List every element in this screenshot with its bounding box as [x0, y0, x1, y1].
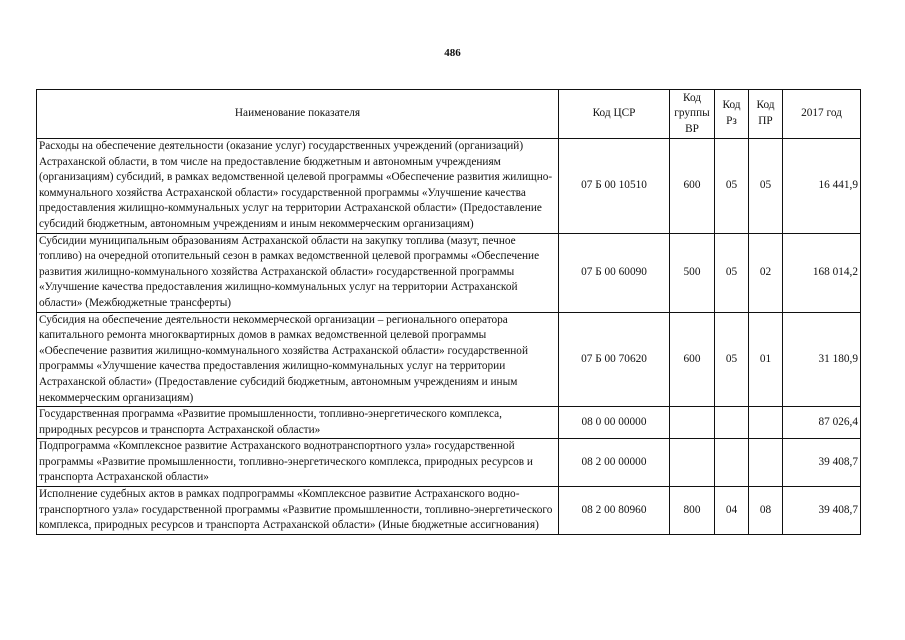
row-name: Субсидия на обеспечение деятельности некоммерческой организации – регионального оператора капитального ремонта многоквартирных домов в рамках ведомственной целевой программы «Обеспечение развития жилищно-коммунального хозяйства Астраханской области» государственной программы «Улучшение качества предоставления жилищно-коммунальных услуг на территории Астраханской области» (Предоставление субсидий бюджетным, автономным учреждениям и иным некоммерческим организациям): [37, 312, 559, 407]
row-amount: 168 014,2: [783, 233, 861, 312]
row-name: Исполнение судебных актов в рамках подпрограммы «Комплексное развитие Астраханского воднотранспортного узла» государственной программы «Развитие промышленности, топливно-энергетического комплекса, природных ресурсов и транспорта Астраханской области» (Иные бюджетные ассигнования): [37, 487, 559, 535]
row-amount: 39 408,7: [783, 487, 861, 535]
budget-table: [36, 89, 861, 535]
table-row: [37, 407, 861, 439]
row-pr: [749, 439, 783, 487]
row-csr: 08 0 00 00000: [559, 407, 670, 439]
row-pr: 05: [749, 139, 783, 234]
row-vr: [670, 407, 715, 439]
row-vr: [670, 439, 715, 487]
table-row: [37, 233, 861, 312]
row-vr: 500: [670, 233, 715, 312]
row-amount: 31 180,9: [783, 312, 861, 407]
row-rz: 05: [715, 312, 749, 407]
row-amount: 87 026,4: [783, 407, 861, 439]
row-amount: 16 441,9: [783, 139, 861, 234]
row-rz: [715, 407, 749, 439]
row-vr: 800: [670, 487, 715, 535]
row-name: Подпрограмма «Комплексное развитие Астраханского воднотранспортного узла» государственной программы «Развитие промышленности, топливно-энергетического комплекса, природных ресурсов и транспорта Астраханской области»: [37, 439, 559, 487]
row-csr: 08 2 00 00000: [559, 439, 670, 487]
row-pr: [749, 407, 783, 439]
row-name: Государственная программа «Развитие промышленности, топливно-энергетического комплекса, природных ресурсов и транспорта Астраханской области»: [37, 407, 559, 439]
table-row: [37, 312, 861, 407]
header-csr: Код ЦСР: [559, 90, 670, 139]
row-pr: 02: [749, 233, 783, 312]
row-csr: 07 Б 00 10510: [559, 139, 670, 234]
row-vr: 600: [670, 139, 715, 234]
row-rz: 05: [715, 233, 749, 312]
row-rz: [715, 439, 749, 487]
header-year: 2017 год: [783, 90, 861, 139]
header-vr: Код группы ВР: [670, 90, 715, 139]
header-pr: Код ПР: [749, 90, 783, 139]
table-row: [37, 487, 861, 535]
row-vr: 600: [670, 312, 715, 407]
table-row: [37, 139, 861, 234]
row-rz: 05: [715, 139, 749, 234]
row-name: Расходы на обеспечение деятельности (оказание услуг) государственных учреждений (организаций) Астраханской области, в том числе на предоставление бюджетным и автономным учреждениям (организациям) субсидий, в рамках ведомственной целевой программы «Обеспечение развития жилищно-коммунального хозяйства Астраханской области» государственной программы «Улучшение качества предоставления жилищно-коммунальных услуг на территории Астраханской области» (Предоставление субсидий бюджетным, автономным учреждениям и иным некоммерческим организациям): [37, 139, 559, 234]
row-rz: 04: [715, 487, 749, 535]
table-header-row: [37, 90, 861, 139]
row-name: Субсидии муниципальным образованиям Астраханской области на закупку топлива (мазут, печное топливо) на очередной отопительный сезон в рамках ведомственной целевой программы «Обеспечение развития жилищно-коммунального хозяйства Астраханской области» государственной программы «Улучшение качества предоставления жилищно-коммунальных услуг на территории Астраханской области» (Межбюджетные трансферты): [37, 233, 559, 312]
row-pr: 08: [749, 487, 783, 535]
row-csr: 08 2 00 80960: [559, 487, 670, 535]
row-csr: 07 Б 00 70620: [559, 312, 670, 407]
header-name: Наименование показателя: [37, 90, 559, 139]
page-number: 486: [444, 47, 461, 59]
table-row: [37, 439, 861, 487]
row-pr: 01: [749, 312, 783, 407]
row-amount: 39 408,7: [783, 439, 861, 487]
header-rz: Код Рз: [715, 90, 749, 139]
row-csr: 07 Б 00 60090: [559, 233, 670, 312]
